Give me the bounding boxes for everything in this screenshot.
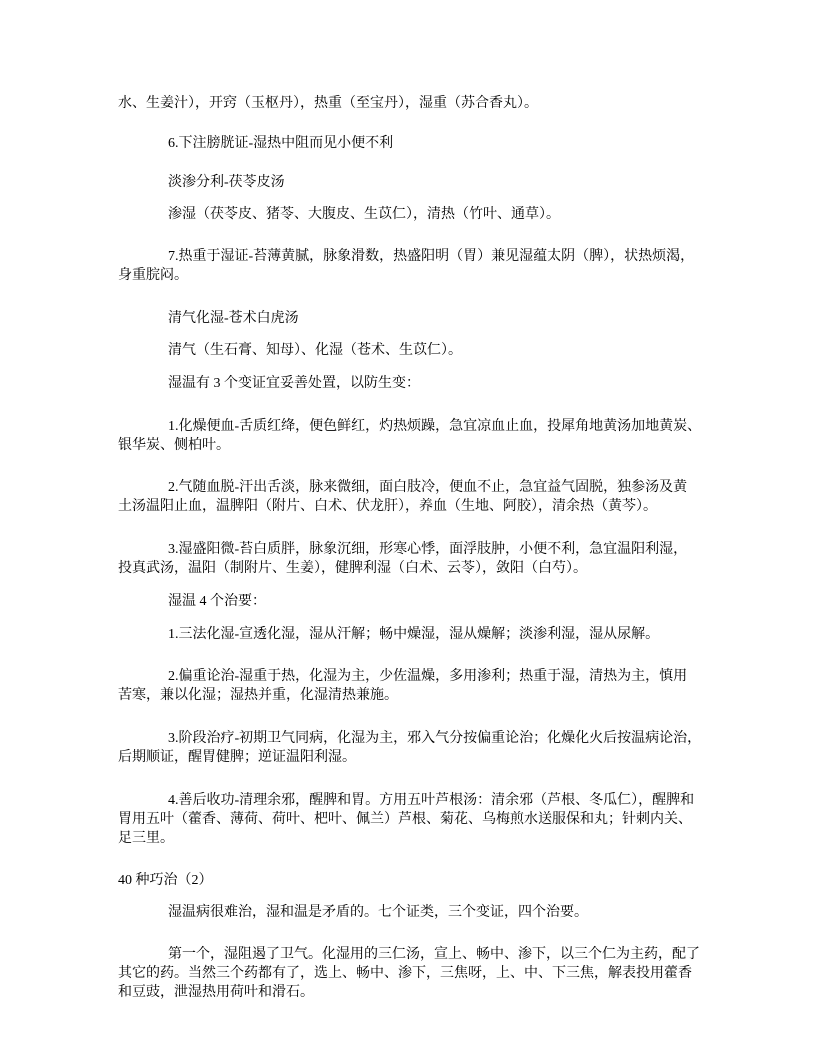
text-line: 湿温有 3 个变证宜妥善处置，以防生变： xyxy=(168,376,420,391)
intro-paragraph xyxy=(118,903,718,922)
text-line: 2.气随血脱-汗出舌淡，脉来微细，面白肢冷，便血不止，急宜益气固脱，独参汤及黄 xyxy=(168,480,688,495)
variant-2 xyxy=(118,478,718,516)
text-line: 6.下注膀胱证-湿热中阻而见小便不利 xyxy=(168,136,394,151)
text-line: 3.湿盛阳微-苔白质胖，脉象沉细，形寒心悸，面浮肢肿，小便不利，急宜温阳利湿， xyxy=(168,542,688,557)
text-line: 后期顺证，醒胃健脾；逆证温阳利湿。 xyxy=(118,750,356,765)
text-line: 身重脘闷。 xyxy=(118,268,188,283)
text-line: 湿温 4 个治要： xyxy=(168,594,266,609)
section-title xyxy=(118,871,718,890)
text-line: 足三里。 xyxy=(118,831,174,846)
paragraph-continuation xyxy=(118,94,718,113)
variant-3 xyxy=(118,540,718,578)
treatment-4 xyxy=(118,791,718,848)
text-line: 清气化湿-苍术白虎汤 xyxy=(168,311,299,326)
text-line: 4.善后收功-清理余邪，醒脾和胃。方用五叶芦根汤：清余邪（芦根、冬瓜仁），醒脾和 xyxy=(168,793,695,808)
variant-1 xyxy=(118,417,718,455)
text-line: 胃用五叶（藿香、薄荷、荷叶、杷叶、佩兰）芦根、菊花、乌梅煎水送服保和丸；针刺内关、 xyxy=(118,812,692,827)
text-line: 和豆豉，泄湿热用荷叶和滑石。 xyxy=(118,985,314,1000)
text-line: 淡渗分利-茯苓皮汤 xyxy=(168,175,285,190)
formula-detail xyxy=(118,341,718,360)
text-line: 第一个，湿阻遏了卫气。化湿用的三仁汤，宣上、畅中、渗下，以三个仁为主药，配了 xyxy=(168,947,700,962)
heading-item-6 xyxy=(118,134,718,153)
body-paragraph xyxy=(118,945,718,1002)
section-intro-variants xyxy=(118,374,718,393)
text-line: 银华炭、侧柏叶。 xyxy=(118,438,230,453)
text-line: 湿温病很难治，湿和温是矛盾的。七个证类，三个变证，四个治要。 xyxy=(168,905,588,920)
text-line: 1.化燥便血-舌质红绛，便色鲜红，灼热烦躁，急宜凉血止血，投犀角地黄汤加地黄炭、 xyxy=(168,419,702,434)
text-line: 土汤温阳止血，温脾阳（附片、白术、伏龙肝），养血（生地、阿胶），清余热（黄芩）。 xyxy=(118,499,657,514)
text-line: 清气（生石膏、知母）、化湿（苍术、生苡仁）。 xyxy=(168,343,462,358)
section-intro-treatments xyxy=(118,592,718,611)
treatment-1 xyxy=(118,625,718,644)
text-line: 7.热重于湿证-苔薄黄腻，脉象滑数，热盛阳明（胃）兼见湿蕴太阴（脾），状热烦渴， xyxy=(168,249,695,264)
text-line: 苦寒，兼以化湿；湿热并重，化湿清热兼施。 xyxy=(118,688,398,703)
treatment-3 xyxy=(118,729,718,767)
heading-item-7 xyxy=(118,247,718,285)
text-line: 渗湿（茯苓皮、猪苓、大腹皮、生苡仁），清热（竹叶、通草）。 xyxy=(168,207,560,222)
text-line: 2.偏重论治-湿重于热，化湿为主，少佐温燥，多用渗利；热重于湿，清热为主，慎用 xyxy=(168,669,688,684)
formula-detail xyxy=(118,205,718,224)
text-line: 投真武汤，温阳（制附片、生姜），健脾利湿（白术、云苓），敛阳（白芍）。 xyxy=(118,561,587,576)
text-line: 1.三法化湿-宣透化湿，湿从汗解；畅中燥湿，湿从燥解；淡渗利湿，湿从尿解。 xyxy=(168,627,660,642)
formula-name xyxy=(118,309,718,328)
text-line: 40 种巧治（2） xyxy=(118,873,213,888)
formula-name xyxy=(118,173,718,192)
treatment-2 xyxy=(118,667,718,705)
text-line: 3.阶段治疗-初期卫气同病，化湿为主，邪入气分按偏重论治；化燥化火后按温病论治， xyxy=(168,731,702,746)
text-line: 水、生姜汁），开窍（玉枢丹），热重（至宝丹），湿重（苏合香丸）。 xyxy=(118,96,538,111)
text-line: 其它的药。当然三个药都有了，选上、畅中、渗下，三焦呀，上、中、下三焦，解表投用藿香 xyxy=(118,966,692,981)
